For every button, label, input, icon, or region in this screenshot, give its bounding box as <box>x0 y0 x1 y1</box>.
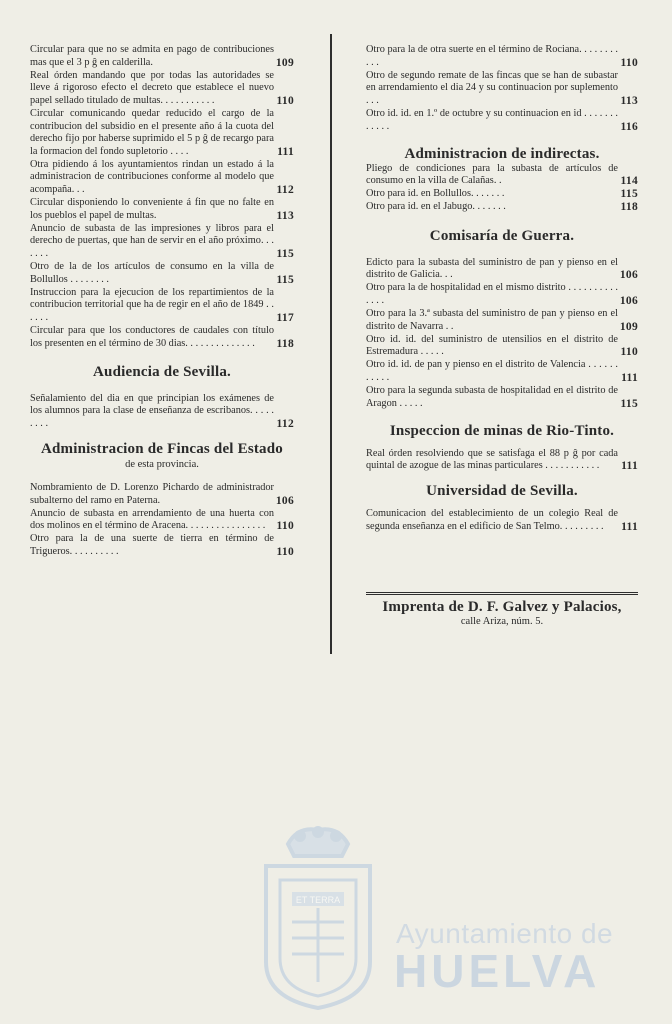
index-entry <box>30 393 294 431</box>
section-heading-audiencia: Audiencia de Sevilla. <box>93 363 231 380</box>
entry-text: Pliego de condiciones para la subasta de artículos de consumo en la villa de Calañas. . <box>366 162 618 187</box>
index-entry <box>366 108 638 133</box>
entry-text: Señalamiento del dia en que principian los exámenes de los alumnos para la clase de enseñanza de escribanos. . . . . . . . . <box>30 392 274 429</box>
entry-text: Otro de segundo remate de las fincas que se han de subastar en arrendamiento el dia 24 y su continuacion por suplemento . . . <box>366 69 618 106</box>
indirectas-entries <box>366 163 638 214</box>
coat-of-arms-icon <box>258 822 378 1012</box>
index-entry <box>366 359 638 384</box>
entry-text: Otro para la de otra suerte en el término de Rociana. . . . . . . . . . . <box>366 44 618 68</box>
index-entry <box>30 533 294 558</box>
right-column <box>366 44 638 627</box>
column-divider <box>330 34 332 654</box>
entry-text: Otro para la de una suerte de tierra en término de Trigueros. . . . . . . . . . <box>30 533 274 557</box>
index-entry <box>366 163 638 188</box>
entry-page-number: 115 <box>620 397 638 410</box>
entry-text: Anuncio de subasta de las impresiones y libros para el derecho de puertas, que han de servir en el año próximo. . . . . . . <box>30 222 274 259</box>
section-heading-indirectas: Administracion de indirectas. <box>404 145 600 162</box>
entry-page-number: 114 <box>620 175 638 188</box>
index-entry <box>366 257 638 282</box>
entry-text: Circular disponiendo lo conveniente á fin que no falte en los pueblos el papel de multas. <box>30 197 274 221</box>
index-entry <box>366 508 638 533</box>
entry-page-number: 110 <box>276 520 294 533</box>
imprint-line-2: calle Ariza, núm. 5. <box>460 616 544 627</box>
watermark-line-1: Ayuntamiento de <box>396 918 614 949</box>
entry-text: Otro id. id. del suministro de utensilios en el distrito de Estremadura . . . . . <box>366 333 618 358</box>
watermark-line-2: HUELVA <box>394 945 601 997</box>
entry-page-number: 109 <box>619 320 638 333</box>
fincas-entries <box>30 482 294 559</box>
audiencia-entries <box>30 393 294 431</box>
minas-entries <box>366 448 638 473</box>
entry-text: Otra pidiendo á los ayuntamientos rindan un estado á la administracion de contribuciones conforme al modelo que acompaña. . . <box>30 158 274 196</box>
entry-text: Otro para la 3.ª subasta del suministro de pan y pienso en el distrito de Navarra . . <box>366 307 618 332</box>
index-entry <box>30 287 294 325</box>
printer-imprint <box>366 592 638 627</box>
section-heading-fincas: Administracion de Fincas del Estado <box>40 441 284 458</box>
entry-page-number: 111 <box>621 460 638 473</box>
entry-text: Circular para que los conductores de caudales con título los presenten en el término de 30 dias. . . . . . . . . . . . . . <box>30 325 274 349</box>
entry-page-number: 110 <box>276 546 294 558</box>
entry-text: Nombramiento de D. Lorenzo Pichardo de administrador subalterno del ramo en Paterna. <box>30 482 274 506</box>
entry-page-number: 116 <box>620 120 638 133</box>
universidad-entries <box>366 508 638 533</box>
entry-page-number: 118 <box>276 337 294 350</box>
index-entry <box>366 188 638 201</box>
index-entry <box>30 44 294 69</box>
section-heading-guerra: Comisaría de Guerra. <box>429 227 575 244</box>
entry-page-number: 109 <box>275 56 294 69</box>
index-entry <box>366 201 638 214</box>
entry-text: Otro para la segunda subasta de hospitalidad en el distrito de Aragon . . . . . <box>366 384 618 409</box>
entry-page-number: 117 <box>276 311 294 324</box>
index-entry <box>30 508 294 533</box>
index-entry <box>30 325 294 350</box>
index-entry <box>366 70 638 108</box>
index-entry <box>30 108 294 158</box>
entry-text: Circular comunicando quedar reducido el cargo de la contribucion del subsidio en el presente año á la cuota del derecho fijo por haberse suprimido el 5 p ĝ de recargo para la formacion del fondo supletorio . . . . <box>30 107 274 157</box>
left-entries-top <box>30 44 294 350</box>
entry-text: Anuncio de subasta en arrendamiento de una huerta con dos molinos en el término de Aracena. . . . . . . . . . . . . . . . <box>30 507 274 532</box>
entry-text: Otro para id. en el Jabugo. . . . . . . <box>366 201 506 213</box>
seal-text: ET TERRA <box>295 895 341 905</box>
section-subheading-fincas: de esta provincia. <box>125 459 199 471</box>
index-entry <box>30 261 294 286</box>
section-heading-minas: Inspeccion de minas de Rio-Tinto. <box>389 422 615 439</box>
entry-page-number: 110 <box>620 56 638 69</box>
entry-text: Otro para la de hospitalidad en el mismo distrito . . . . . . . . . . . . . . <box>366 282 618 306</box>
ayuntamiento-huelva-watermark <box>258 822 614 1012</box>
entry-page-number: 115 <box>276 273 294 286</box>
entry-text: Otro de la de los artículos de consumo en la villa de Bollullos . . . . . . . . <box>30 261 274 285</box>
entry-text: Instruccion para la ejecucion de los repartimientos de la contribucion territorial que ha de regir en el año de 1849 . . . . . . <box>30 286 274 323</box>
index-entry <box>366 448 638 473</box>
right-entries-top <box>366 44 638 133</box>
entry-text: Otro para id. en Bollullos. . . . . . . <box>366 188 505 200</box>
entry-page-number: 106 <box>275 494 294 507</box>
left-column <box>30 44 294 559</box>
entry-text: Circular para que no se admita en pago de contribuciones mas que el 3 p ĝ en calderilla. <box>30 44 274 68</box>
imprint-line-1: Imprenta de D. F. Galvez y Palacios, <box>382 599 622 615</box>
entry-page-number: 113 <box>276 209 294 222</box>
entry-page-number: 106 <box>619 269 638 282</box>
entry-text: Otro id. id. de pan y pienso en el distrito de Valencia . . . . . . . . . . . <box>366 359 618 383</box>
entry-page-number: 106 <box>619 294 638 307</box>
entry-page-number: 112 <box>276 184 294 197</box>
entry-text: Edicto para la subasta del suministro de pan y pienso en el distrito de Galicia. . . <box>366 256 618 281</box>
entry-page-number: 118 <box>620 201 638 214</box>
entry-page-number: 115 <box>620 188 638 201</box>
index-entry <box>30 223 294 261</box>
entry-text: Comunicacion del establecimiento de un colegio Real de segunda enseñanza en el edificio de San Telmo. . . . . . . . . <box>366 508 618 532</box>
entry-page-number: 111 <box>277 145 294 158</box>
entry-page-number: 115 <box>276 248 294 260</box>
index-entry <box>30 482 294 507</box>
guerra-entries <box>366 257 638 411</box>
entry-page-number: 110 <box>620 346 638 359</box>
entry-text: Otro id. id. en 1.º de octubre y su continuacion en id . . . . . . . . . . . . <box>366 107 618 132</box>
entry-text: Real órden resolviendo que se satisfaga el 88 p ĝ por cada quintal de azogue de las minas particulares . . . . . . . . . . . <box>366 447 618 472</box>
entry-text: Real órden mandando que por todas las autoridades se lleve á rigoroso efecto el decreto que establece el nuevo papel sellado titulado de multas. . . . . . . . . . . <box>30 69 274 106</box>
section-heading-universidad: Universidad de Sevilla. <box>426 483 578 500</box>
index-entry <box>366 308 638 333</box>
index-entry <box>366 44 638 69</box>
entry-page-number: 111 <box>621 371 638 384</box>
index-entry <box>366 334 638 359</box>
index-entry <box>30 197 294 222</box>
index-entry <box>30 70 294 108</box>
entry-page-number: 113 <box>620 94 638 107</box>
index-entry <box>366 282 638 307</box>
entry-page-number: 110 <box>276 94 294 107</box>
index-entry <box>366 385 638 410</box>
entry-page-number: 111 <box>621 520 638 533</box>
entry-page-number: 112 <box>276 417 294 430</box>
index-entry <box>30 159 294 197</box>
